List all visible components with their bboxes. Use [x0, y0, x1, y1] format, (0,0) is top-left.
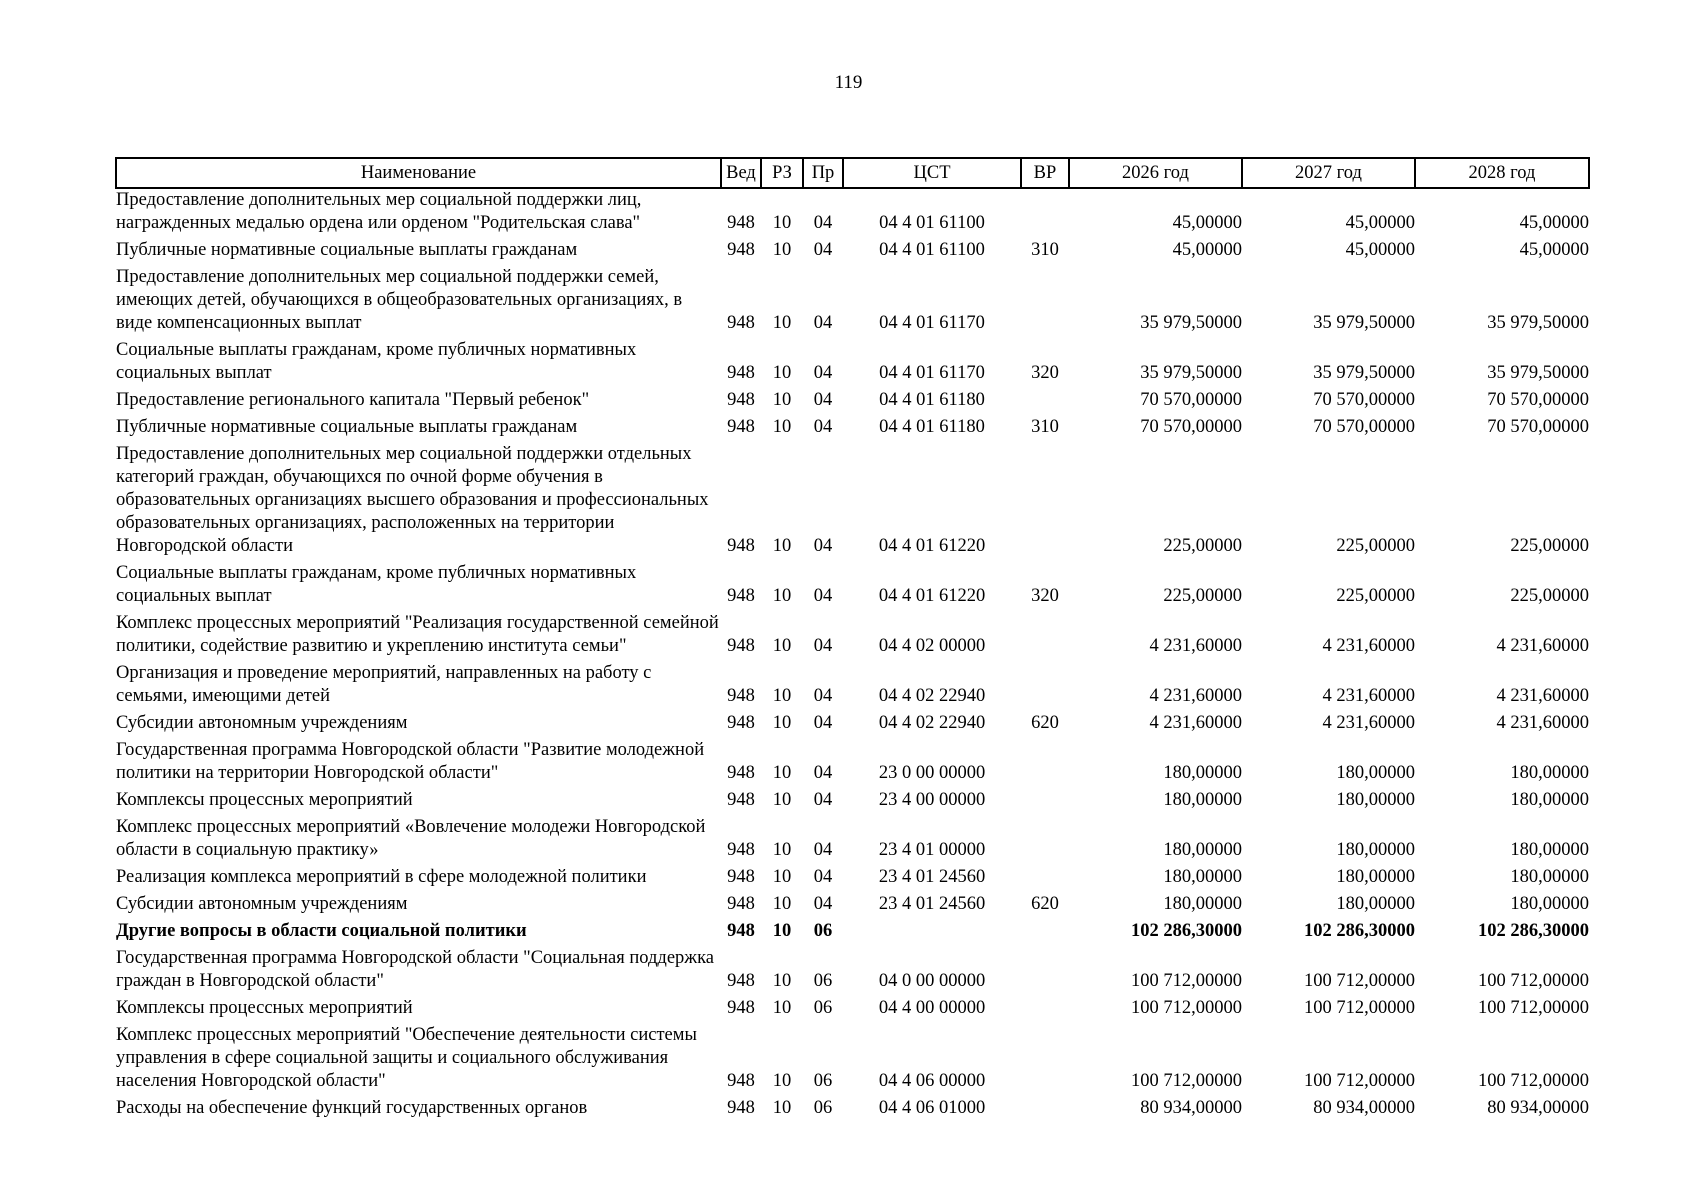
- header-2028: 2028 год: [1415, 158, 1589, 188]
- row-2027: 102 286,30000: [1304, 921, 1415, 941]
- row-pr: 04: [813, 894, 833, 914]
- row-rz: 10: [772, 867, 792, 887]
- row-2026: 80 934,00000: [1140, 1098, 1242, 1118]
- row-name: Комплекс процессных мероприятий «Вовлечение молодежи Новгородской области в социальную практику»: [116, 817, 706, 860]
- row-ved: 948: [727, 1098, 755, 1118]
- row-2028: 35 979,50000: [1487, 313, 1589, 333]
- row-2028: 35 979,50000: [1487, 363, 1589, 383]
- row-2027: 4 231,60000: [1322, 686, 1415, 706]
- row-2026: 45,00000: [1172, 213, 1242, 233]
- row-2027: 225,00000: [1336, 536, 1415, 556]
- row-pr: 06: [813, 971, 833, 991]
- header-2027: 2027 год: [1242, 158, 1415, 188]
- row-2026: 4 231,60000: [1149, 713, 1242, 733]
- row-pr: 04: [813, 713, 833, 733]
- row-cst: 23 4 01 00000: [878, 840, 986, 860]
- row-cst: 23 4 01 24560: [878, 894, 986, 914]
- table-row: [116, 658, 1589, 708]
- header-pr: Пр: [803, 158, 843, 188]
- row-ved: 948: [727, 894, 755, 914]
- row-vr: [1021, 1020, 1069, 1093]
- row-2026: 70 570,00000: [1140, 390, 1242, 410]
- row-vr: [1021, 943, 1069, 993]
- row-vr: [1021, 916, 1069, 943]
- row-cst: 04 4 01 61100: [879, 213, 985, 233]
- row-2026: 4 231,60000: [1149, 636, 1242, 656]
- row-vr: 320: [1031, 586, 1059, 606]
- row-vr: [1021, 1093, 1069, 1120]
- row-2026: 180,00000: [1163, 840, 1242, 860]
- row-rz: 10: [772, 1098, 792, 1118]
- row-cst: 04 4 01 61170: [879, 363, 985, 383]
- row-2027: 180,00000: [1336, 894, 1415, 914]
- row-2027: 80 934,00000: [1313, 1098, 1415, 1118]
- table-body: [116, 188, 1589, 1120]
- table-row: [116, 412, 1589, 439]
- row-pr: 04: [813, 313, 833, 333]
- header-ved: Вед: [721, 158, 761, 188]
- row-vr: [1021, 188, 1069, 235]
- row-cst: [843, 916, 1021, 943]
- table-row: [116, 188, 1589, 235]
- row-rz: 10: [772, 417, 792, 437]
- row-name: Субсидии автономным учреждениям: [116, 713, 408, 733]
- row-2028: 180,00000: [1510, 840, 1589, 860]
- row-pr: 04: [813, 763, 833, 783]
- row-name: Расходы на обеспечение функций государственных органов: [116, 1098, 588, 1118]
- row-2026: 4 231,60000: [1149, 686, 1242, 706]
- row-rz: 10: [772, 586, 792, 606]
- table-row: [116, 943, 1589, 993]
- row-2026: 180,00000: [1163, 894, 1242, 914]
- row-ved: 948: [727, 390, 755, 410]
- header-name: Наименование: [116, 158, 721, 188]
- row-rz: 10: [772, 686, 792, 706]
- row-rz: 10: [772, 313, 792, 333]
- row-cst: 04 4 02 22940: [878, 713, 986, 733]
- table-header: [116, 158, 1589, 188]
- row-2028: 225,00000: [1510, 586, 1589, 606]
- row-name: Субсидии автономным учреждениям: [116, 894, 408, 914]
- row-2026: 180,00000: [1163, 763, 1242, 783]
- row-vr: 310: [1031, 417, 1059, 437]
- row-name: Предоставление дополнительных мер социальной поддержки лиц, награжденных медалью ордена или орденом "Родительская слава": [116, 190, 642, 233]
- row-pr: 04: [813, 840, 833, 860]
- row-name: Государственная программа Новгородской области "Развитие молодежной политики на территории Новгородской области": [116, 740, 705, 783]
- row-pr: 06: [813, 921, 833, 941]
- row-2028: 70 570,00000: [1487, 390, 1589, 410]
- row-name: Предоставление дополнительных мер социальной поддержки отдельных категорий граждан, обучающихся по очной форме обучения в образовательных организациях высшего образования и профессиональных образовательных организациях, расположенных на территории Новгородской области: [116, 444, 709, 556]
- table-row: [116, 439, 1589, 558]
- row-pr: 04: [813, 790, 833, 810]
- row-2027: 180,00000: [1336, 790, 1415, 810]
- row-ved: 948: [727, 213, 755, 233]
- row-vr: [1021, 735, 1069, 785]
- row-rz: 10: [772, 840, 792, 860]
- row-pr: 04: [813, 390, 833, 410]
- header-row: [116, 158, 1589, 188]
- row-2027: 45,00000: [1345, 213, 1415, 233]
- row-2027: 180,00000: [1336, 867, 1415, 887]
- row-vr: 620: [1031, 894, 1059, 914]
- row-2028: 70 570,00000: [1487, 417, 1589, 437]
- row-2028: 100 712,00000: [1478, 998, 1589, 1018]
- row-pr: 04: [813, 213, 833, 233]
- table-row: [116, 812, 1589, 862]
- row-cst: 23 4 01 24560: [878, 867, 986, 887]
- row-vr: [1021, 608, 1069, 658]
- row-ved: 948: [727, 763, 755, 783]
- row-rz: 10: [772, 240, 792, 260]
- row-rz: 10: [772, 971, 792, 991]
- row-pr: 04: [813, 867, 833, 887]
- row-ved: 948: [727, 867, 755, 887]
- row-2027: 70 570,00000: [1313, 417, 1415, 437]
- row-rz: 10: [772, 536, 792, 556]
- row-name: Комплексы процессных мероприятий: [116, 790, 413, 810]
- row-vr: [1021, 785, 1069, 812]
- row-ved: 948: [727, 971, 755, 991]
- row-name: Другие вопросы в области социальной политики: [116, 921, 527, 941]
- table-row: [116, 708, 1589, 735]
- row-2027: 100 712,00000: [1304, 971, 1415, 991]
- row-pr: 04: [813, 686, 833, 706]
- row-pr: 06: [813, 1098, 833, 1118]
- header-rz: РЗ: [761, 158, 803, 188]
- page-number: 119: [834, 72, 863, 93]
- table-row: [116, 993, 1589, 1020]
- row-name: Комплексы процессных мероприятий: [116, 998, 413, 1018]
- row-ved: 948: [727, 636, 755, 656]
- table-row: [116, 889, 1589, 916]
- row-2026: 35 979,50000: [1140, 313, 1242, 333]
- row-2027: 35 979,50000: [1313, 313, 1415, 333]
- row-2027: 180,00000: [1336, 840, 1415, 860]
- row-name: Государственная программа Новгородской области "Социальная поддержка граждан в Новгородской области": [116, 948, 714, 991]
- table-row: [116, 558, 1589, 608]
- row-2028: 102 286,30000: [1478, 921, 1589, 941]
- row-2028: 180,00000: [1510, 894, 1589, 914]
- row-name: Публичные нормативные социальные выплаты гражданам: [116, 417, 578, 437]
- row-name: Публичные нормативные социальные выплаты гражданам: [116, 240, 578, 260]
- row-2028: 4 231,60000: [1496, 713, 1589, 733]
- row-2027: 35 979,50000: [1313, 363, 1415, 383]
- row-2028: 180,00000: [1510, 763, 1589, 783]
- row-cst: 04 4 02 00000: [878, 636, 986, 656]
- row-vr: 620: [1031, 713, 1059, 733]
- row-name: Реализация комплекса мероприятий в сфере молодежной политики: [116, 867, 647, 887]
- row-cst: 04 4 01 61180: [879, 417, 985, 437]
- table-row: [116, 1020, 1589, 1093]
- row-rz: 10: [772, 894, 792, 914]
- table-row: [116, 785, 1589, 812]
- row-rz: 10: [772, 363, 792, 383]
- row-rz: 10: [772, 1071, 792, 1091]
- row-ved: 948: [727, 790, 755, 810]
- row-2028: 45,00000: [1519, 240, 1589, 260]
- row-2028: 180,00000: [1510, 867, 1589, 887]
- row-2026: 225,00000: [1163, 586, 1242, 606]
- table-row: [116, 608, 1589, 658]
- row-rz: 10: [772, 713, 792, 733]
- row-rz: 10: [772, 390, 792, 410]
- row-vr: 310: [1031, 240, 1059, 260]
- row-ved: 948: [727, 586, 755, 606]
- table-row: [116, 1093, 1589, 1120]
- row-2026: 35 979,50000: [1140, 363, 1242, 383]
- row-pr: 04: [813, 536, 833, 556]
- row-rz: 10: [772, 763, 792, 783]
- row-2026: 70 570,00000: [1140, 417, 1242, 437]
- row-2027: 4 231,60000: [1322, 713, 1415, 733]
- row-rz: 10: [772, 921, 792, 941]
- row-cst: 04 4 01 61220: [878, 586, 986, 606]
- table-row: [116, 235, 1589, 262]
- row-name: Комплекс процессных мероприятий "Обеспечение деятельности системы управления в сфере социальной защиты и социального обслуживания населения Новгородской области": [116, 1025, 697, 1091]
- row-2027: 100 712,00000: [1304, 998, 1415, 1018]
- table-row: [116, 916, 1589, 943]
- row-2026: 180,00000: [1163, 790, 1242, 810]
- row-cst: 23 4 00 00000: [878, 790, 986, 810]
- row-name: Комплекс процессных мероприятий "Реализация государственной семейной политики, содействие развитию и укреплению института семьи": [116, 613, 719, 656]
- row-vr: [1021, 262, 1069, 335]
- row-2027: 4 231,60000: [1322, 636, 1415, 656]
- row-pr: 06: [813, 1071, 833, 1091]
- row-ved: 948: [727, 363, 755, 383]
- row-cst: 04 0 00 00000: [878, 971, 986, 991]
- row-2028: 45,00000: [1519, 213, 1589, 233]
- row-cst: 04 4 01 61180: [879, 390, 985, 410]
- header-cst: ЦСТ: [843, 158, 1021, 188]
- table-row: [116, 385, 1589, 412]
- table-row: [116, 735, 1589, 785]
- row-ved: 948: [727, 417, 755, 437]
- row-cst: 04 4 01 61220: [878, 536, 986, 556]
- row-cst: 04 4 02 22940: [878, 686, 986, 706]
- row-ved: 948: [727, 536, 755, 556]
- table-row: [116, 862, 1589, 889]
- row-ved: 948: [727, 921, 755, 941]
- row-rz: 10: [772, 636, 792, 656]
- row-cst: 04 4 06 00000: [878, 1071, 986, 1091]
- row-pr: 04: [813, 636, 833, 656]
- row-2027: 225,00000: [1336, 586, 1415, 606]
- row-2027: 45,00000: [1345, 240, 1415, 260]
- row-2026: 102 286,30000: [1131, 921, 1242, 941]
- table-row: [116, 335, 1589, 385]
- row-ved: 948: [727, 840, 755, 860]
- row-vr: [1021, 812, 1069, 862]
- row-ved: 948: [727, 686, 755, 706]
- table-row: [116, 262, 1589, 335]
- header-vr: ВР: [1021, 158, 1069, 188]
- row-pr: 04: [813, 417, 833, 437]
- row-pr: 04: [813, 240, 833, 260]
- row-rz: 10: [772, 790, 792, 810]
- row-2028: 4 231,60000: [1496, 636, 1589, 656]
- row-rz: 10: [772, 998, 792, 1018]
- row-2028: 100 712,00000: [1478, 971, 1589, 991]
- row-2027: 180,00000: [1336, 763, 1415, 783]
- row-vr: [1021, 862, 1069, 889]
- row-name: Предоставление регионального капитала "Первый ребенок": [116, 390, 590, 410]
- row-cst: 04 4 01 61100: [879, 240, 985, 260]
- row-2026: 100 712,00000: [1131, 998, 1242, 1018]
- row-ved: 948: [727, 1071, 755, 1091]
- row-pr: 04: [813, 586, 833, 606]
- row-2026: 100 712,00000: [1131, 971, 1242, 991]
- row-2027: 70 570,00000: [1313, 390, 1415, 410]
- row-vr: [1021, 658, 1069, 708]
- row-cst: 23 0 00 00000: [878, 763, 986, 783]
- row-2026: 100 712,00000: [1131, 1071, 1242, 1091]
- row-vr: [1021, 385, 1069, 412]
- row-cst: 04 4 00 00000: [878, 998, 986, 1018]
- row-name: Организация и проведение мероприятий, направленных на работу с семьями, имеющими детей: [116, 663, 652, 706]
- row-2026: 225,00000: [1163, 536, 1242, 556]
- row-name: Социальные выплаты гражданам, кроме публичных нормативных социальных выплат: [116, 563, 637, 606]
- row-vr: [1021, 439, 1069, 558]
- row-2028: 225,00000: [1510, 536, 1589, 556]
- row-ved: 948: [727, 313, 755, 333]
- row-vr: [1021, 993, 1069, 1020]
- row-2028: 4 231,60000: [1496, 686, 1589, 706]
- row-2028: 180,00000: [1510, 790, 1589, 810]
- row-2028: 100 712,00000: [1478, 1071, 1589, 1091]
- row-cst: 04 4 06 01000: [878, 1098, 986, 1118]
- row-2026: 180,00000: [1163, 867, 1242, 887]
- row-cst: 04 4 01 61170: [879, 313, 985, 333]
- row-2027: 100 712,00000: [1304, 1071, 1415, 1091]
- header-2026: 2026 год: [1069, 158, 1242, 188]
- row-name: Социальные выплаты гражданам, кроме публичных нормативных социальных выплат: [116, 340, 637, 383]
- row-pr: 06: [813, 998, 833, 1018]
- row-pr: 04: [813, 363, 833, 383]
- row-rz: 10: [772, 213, 792, 233]
- row-ved: 948: [727, 713, 755, 733]
- row-name: Предоставление дополнительных мер социальной поддержки семей, имеющих детей, обучающихся в общеобразовательных организациях, в виде компенсационных выплат: [116, 267, 683, 333]
- row-2028: 80 934,00000: [1487, 1098, 1589, 1118]
- row-ved: 948: [727, 998, 755, 1018]
- row-2026: 45,00000: [1172, 240, 1242, 260]
- row-ved: 948: [727, 240, 755, 260]
- budget-table: [115, 157, 1590, 1120]
- row-vr: 320: [1031, 363, 1059, 383]
